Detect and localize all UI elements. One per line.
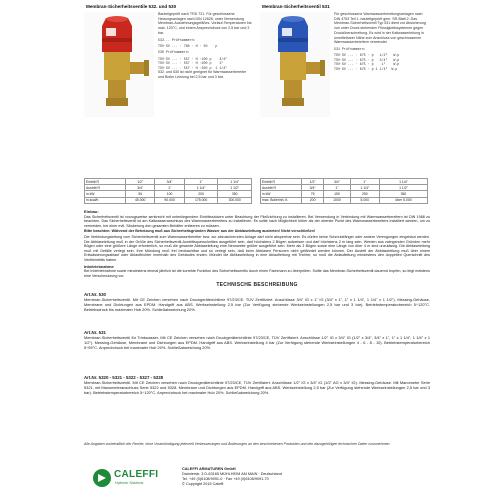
- footer: [84, 464, 430, 496]
- company-street: Daimlerstr. 3 D-63165 MÜHLHEIM AM MAIN · Deutschland: [182, 471, 282, 476]
- table-cell: 1 1/4": [218, 179, 252, 185]
- specification-tables: [84, 178, 430, 203]
- table-cell: 5.000: [350, 197, 379, 203]
- spec-line: TÜV·SV ... · 675 · p 1" W.p: [334, 62, 400, 67]
- table-cell: 200: [184, 191, 218, 197]
- table-cell: 1": [350, 179, 379, 185]
- caleffi-logo-icon: [92, 468, 112, 488]
- row-label: Austritt R: [85, 185, 126, 191]
- datasheet-page: [84, 2, 430, 498]
- product-530-note: 532. und 530 ist nicht geeignet für Warmwasserbereiter und Boiler Leistung bei 2,5 bar und 3 bar.: [158, 69, 247, 79]
- product-531-intro: Für geschlossene Warmwasserbereitungsanlagen nach DIN 4753 Teil 1, bauteilgeprüft gem. SR-Blatt 2. Das Membran-Sicherheitsventil Typ 531 dient zur Absicherung von unter Druck stehenden Flüssigkeitssystemen gegen Drucküberschreitung. Es wird in der Kaltwasserleitung in unmittelbarer Nähe zum Anschluss von geschlossenen Warmwasserbereitern verwendet.: [334, 12, 426, 45]
- table-cell: 175.000: [184, 197, 218, 203]
- row-label: Eintritt R: [261, 179, 302, 185]
- table-cell: 1000: [324, 197, 350, 203]
- table-cell: 1 1/4": [379, 179, 427, 185]
- table-cell: 50: [126, 191, 155, 197]
- spec-line: TÜV·SV ... · 675 · p 3/4" W.p: [334, 57, 400, 62]
- table-row: [85, 197, 252, 203]
- table-cell: 200: [302, 197, 324, 203]
- blue-safety-valve-image: [260, 12, 330, 117]
- spec-line: TÜV·SV ... · 557 · H ·200 p 1": [158, 61, 224, 66]
- row-label: max. Boilerinh. lt.: [261, 197, 302, 203]
- product-531-description: [334, 12, 428, 71]
- table-cell: 1": [155, 185, 184, 191]
- article-530: [84, 293, 430, 313]
- product-530-532: [84, 2, 252, 122]
- table-cell: 3/4": [126, 185, 155, 191]
- company-phone: Tel. +49 (0)6108/9091-0 · Fax +49 (0)6108/9091-70: [182, 476, 269, 481]
- caleffi-logo: [92, 468, 164, 488]
- row-label: in kW: [261, 191, 302, 197]
- table-cell: 75: [302, 191, 324, 197]
- spec-heading: 532... Prüfnummern:: [158, 37, 196, 42]
- spec-line: TÜV·SV ... · 557 · H ·350 p 1 1/4": [158, 65, 228, 70]
- table-531: [260, 178, 428, 204]
- table-cell: 1 1/2": [218, 185, 252, 191]
- paragraph-einbau: Das Sicherheitsventil ist vorzugsweise senkrecht mit untenliegendem Eintrittsstutzen unter Beachtung der Fließrichtung zu installieren. Bei Verwendung in Verbindung mit Warmwasserbereitern ist DIN 1988 zu beachten. Das Sicherheitsventil ist am Kaltwasseranschluss des Warmwasserbereiters zu installieren. Es sollte nach Möglichkeit höher als der oberste Punkt des Warmwasserbereiters installiert werden, um zu vermeiden, bei einer evtl. Säuberung den gesamten Behälter entleeren zu müssen.: [84, 214, 430, 228]
- table-cell: 45.000: [126, 197, 155, 203]
- table-cell: 1/2": [126, 179, 155, 185]
- article-title: Art.Nr. 5320 - 5321 - 5322 - 5327 - 5328: [84, 375, 164, 380]
- product-530-description: [158, 12, 252, 81]
- row-label: Austritt R: [261, 185, 302, 191]
- article-text: Membran-Sicherheitsventil für Trinkwasser. Mit CE Zeichen versehen nach Druckgeräterichtlinie 97/23/CE, TÜV Zertifiziert. Anschlüsse 1/2" IG x 3/4" IG (1/2" x 3/4", 3/4" x 1", 1" x 1 1/4", 1 1/4" x 1 1/2"). Messing-Gehäuse, Membrane und Dichtungen aus EPDM. Handgriff aus ABS. Werkseinstellung 4 bar (Zur Verfügung stehende Werkseinstellungen 4 - 6 - 8 - 10). Betriebstemperaturbereich 5÷95°C. Anprechdruck bei maximaler Hub 20%. Schließabweichung 20%.: [84, 334, 430, 350]
- product-530-intro: Bauteilgeprüft nach TRD 721. Für geschlossene Heizungsanlagen nach DIN 12828, unter Verwendung Membran-Ausdehnungsgefäßes. Vorlauf-Temperaturen bis max. 120°C, und einem Ansprechdruck von 2,5 bar und 3 bar.: [158, 12, 252, 35]
- paragraph-abblaseleitung: Die Verbindungsleitung vom Sicherheitsventil zum Warmwasserbereiter bzw. zur abzusichernden Anlage darf nicht absperrbar sein. Es dürfen keine Schmutzfänger oder andere Verengungen eingebaut werden. Die Abblaseleitung muß in der Größe des Sicherheitsventil-Austrittsquerschnittes ausgeführt sein, darf höchstens 2 Bögen aufweisen und darf höchstens 2 m lang sein. Werden aus zwingenden Gründen mehr Bögen oder eine größere Länge erforderlich, so muß die gesamte Abblaseleitung eine Nennweite größer ausgeführt sein. Mehr als 3 Bögen sowie eine Länge von über 4 m sind unzulässig. Die Abblaseleitung muß mit Gefälle verlegt sein. Ihre Mündung muß frei beobachtbar und so verlegt sein, daß beim Abblasen Personen nicht gefährdet werden können. Der Austritt der Abblaseleitung muß über einem Entwässerungsablauf oder Ablauftrichter innerhalb des Gebäudes enden. Mündet die Abblaseleitung in eine Ablaufleitung mit Trichter, so muß die Ablaufleitung mindestens den doppelten Querschnitt des Ventileintritts haben.: [84, 234, 430, 262]
- heading-inbetriebnahme: Inbetriebnahme: [84, 263, 114, 269]
- section-title: TECHNISCHE BESCHREIBUNG: [216, 282, 298, 288]
- table-cell: 350: [379, 191, 427, 197]
- spec-heading: 530 Prüfnummern:: [158, 50, 190, 55]
- brand-name: CALEFFI: [114, 469, 159, 480]
- article-text: Membran-Sicherheitsventil. Mit CE Zeichen versehen nach Druckgeräterichtlinie 97/23/CE, TÜV Zertifiziert. Anschlüsse 1/2" IG x 3/4" IG (1/2" AG x 3/4" IG). Messing-Gehäuse. Mit Manometer Serie 5321, mit Manometeranschluss Serie 5322 und 5328. Membrane und Dichtungen aus EPDM. Handgriff aus ABS. Werkseinstellung 2,5 bar (Zur Verfügung stehende Werkseinstellungen 2,5 bar und 3 bar). Betriebstemperaturbereich 5÷120°C. Anprechdruck bei maximaler Hub 20%. Schließabweichung 20%.: [84, 379, 430, 395]
- product-title-530: Membran-Sicherheitsventile 532. und 530: [86, 4, 177, 9]
- company-name: CALEFFI ARMATUREN GmbH: [182, 467, 236, 471]
- row-label: in kW: [85, 191, 126, 197]
- spec-line: TÜV·SV ... · 557 · H ·100 p 3/4": [158, 56, 228, 61]
- table-cell: 3/4": [155, 179, 184, 185]
- table-cell: 1": [184, 179, 218, 185]
- table-cell: 100: [155, 191, 184, 197]
- table-cell: 350: [218, 191, 252, 197]
- table-cell: 3/4": [302, 185, 324, 191]
- article-title: Art.Nr. 530: [84, 292, 106, 297]
- article-title: Art.Nr. 531: [84, 330, 106, 335]
- copyright: © Copyright 2015 Caleffi: [182, 481, 224, 486]
- table-cell: 250: [350, 191, 379, 197]
- paragraph-warning: Bitte beachten: Während der Beheizung muß aus Sicherheitsgründen Wasser aus der Abblaseleitung austreten! Nicht verschließen!: [84, 229, 316, 234]
- row-label: Eintritt R: [85, 179, 126, 185]
- table-cell: 1 1/4": [184, 185, 218, 191]
- installation-text: [84, 208, 430, 279]
- product-title-531: Membran-Sicherheitsventil 531: [262, 4, 330, 9]
- article-531: [84, 331, 430, 351]
- article-5320: [84, 376, 430, 396]
- table-cell: über 5.000: [379, 197, 427, 203]
- disclaimer-footnote: Alle Angaben vorbehaltlich der Rechte, ohne Vorankündigung jederzeit Verbesserungen und Änderungen an den beschriebenen Produkten und den dazugehörigen technischen Daten vorzunehmen.: [84, 442, 391, 446]
- table-cell: 1": [324, 185, 350, 191]
- paragraph-inbetriebnahme: Bei Inbetriebnahme sowie mindestens einmal jährlich ist die korrekte Funktion des Sicherheitsventils durch einen Fachmann zu überprüfen. Sollte das Membran-Sicherheitsventil dauernd tropfen, so liegt meistens eine Verschmutzung vor.: [84, 269, 430, 278]
- table-cell: 1 1/4": [350, 185, 379, 191]
- table-cell: 1/2": [302, 179, 324, 185]
- table-row: [261, 197, 428, 203]
- product-531: [260, 2, 428, 122]
- article-text: Membran-Sicherheitsventil. Mit CE Zeichen versehen nach Druckgeräterichtlinie 97/23/CE. TÜV Zertifiziert. Anschlüsse 3/4" IG x 1" IG (3/4" x 1", 1" x 1 1/4", 1 1/4" x 1 1/2"). Messing-Gehäuse, Membrane und Dichtungen aus EPDM. Handgriff aus ABS. Werkseinstellung 2,5 bar (Zur Verfügung stehende Werkseinstellungen 2,5 bar und 3 bar). Betriebstemperaturbereich 5÷120°C. Betriebsdruck bis maximaler Hub 20%. Schließabweichung 20%.: [84, 296, 430, 312]
- table-cell: 1 1/2": [379, 185, 427, 191]
- spec-line: TÜV·SV ... · 675 · p 1 1/4" W.p: [334, 66, 398, 71]
- table-530: [84, 178, 252, 204]
- spec-heading: 531 Prüfnummern:: [334, 46, 366, 51]
- brand-tagline: Hydronic Solutions: [115, 481, 144, 485]
- table-cell: 90.000: [155, 197, 184, 203]
- heading-einbau: Einbau:: [84, 209, 99, 214]
- red-safety-valve-image: [84, 12, 154, 117]
- spec-line: TÜV·SV ... · 675 · p 1/2" W.p: [334, 53, 400, 58]
- table-cell: 300.000: [218, 197, 252, 203]
- company-address: [182, 467, 402, 487]
- table-cell: 150: [324, 191, 350, 197]
- row-label: in kcal/h: [85, 197, 126, 203]
- table-cell: 3/4": [324, 179, 350, 185]
- spec-line: TÜV·SV ... · 760 · H · 50 p: [158, 43, 218, 48]
